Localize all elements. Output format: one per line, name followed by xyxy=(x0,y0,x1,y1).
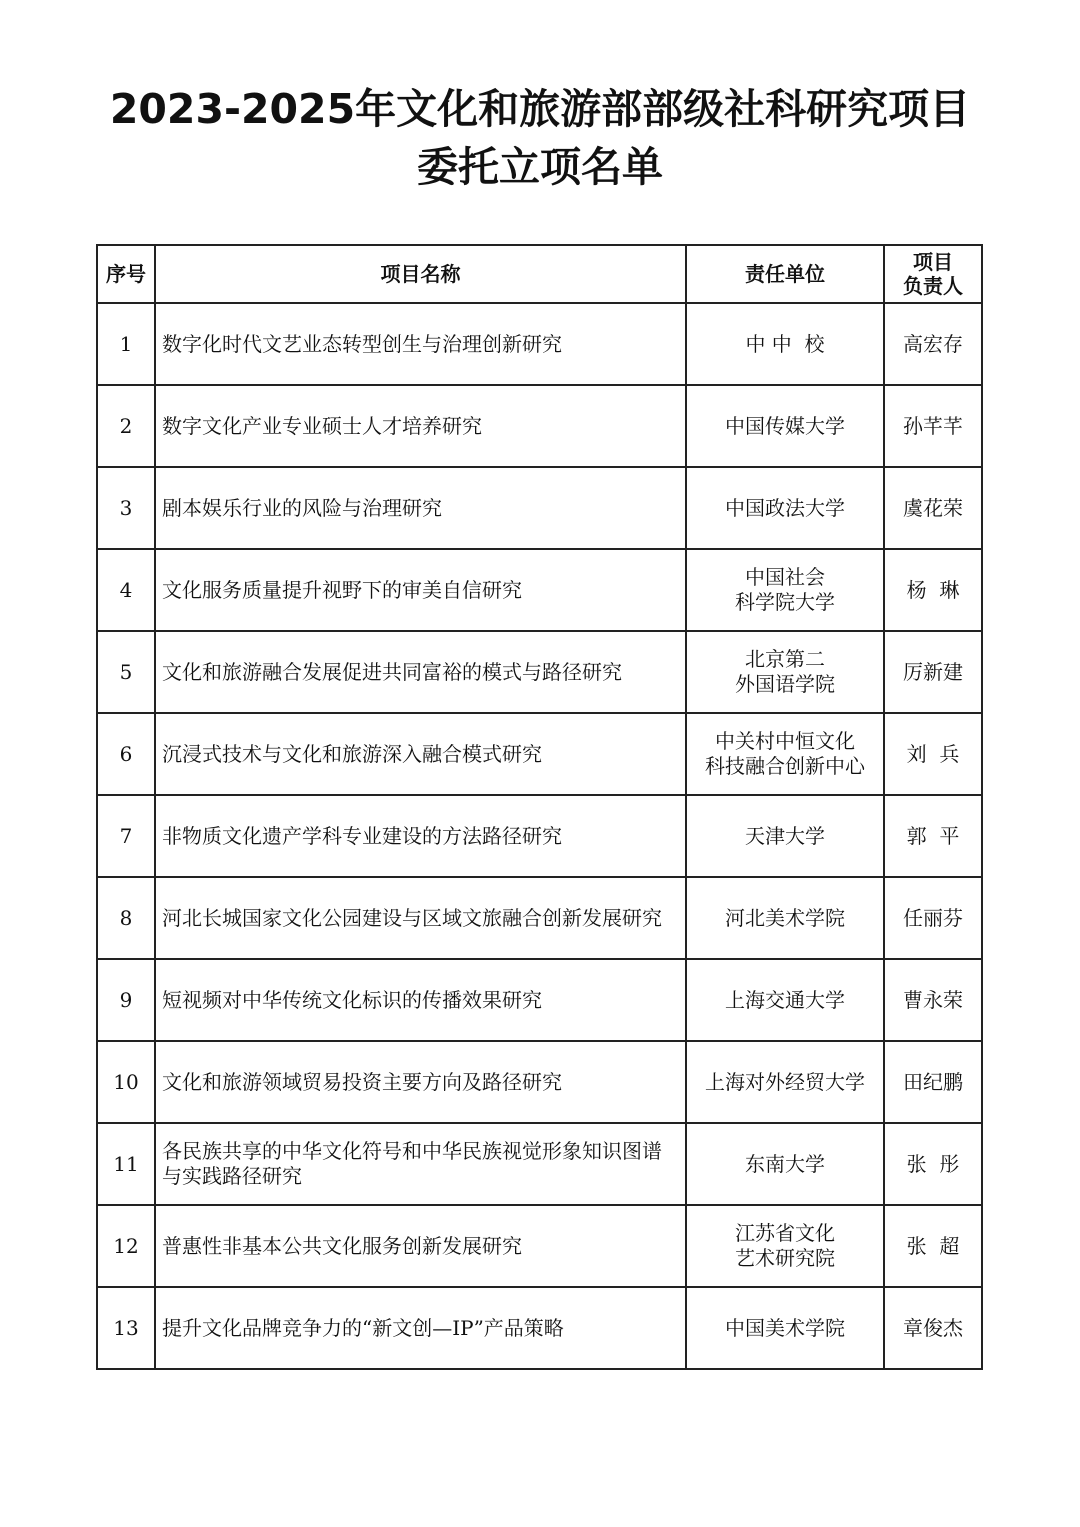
project-name: 文化服务质量提升视野下的审美自信研究 xyxy=(155,549,686,631)
table-row xyxy=(97,1123,982,1205)
row-number: 4 xyxy=(97,549,155,631)
responsible-unit-line: 中国美术学院 xyxy=(725,1315,845,1340)
project-name: 非物质文化遗产学科专业建设的方法路径研究 xyxy=(155,795,686,877)
project-name: 沉浸式技术与文化和旅游深入融合模式研究 xyxy=(155,713,686,795)
responsible-unit-line: 中国政法大学 xyxy=(725,495,845,520)
table-body xyxy=(97,303,982,1369)
project-table xyxy=(96,244,983,1370)
table-row xyxy=(97,795,982,877)
project-name: 文化和旅游融合发展促进共同富裕的模式与路径研究 xyxy=(155,631,686,713)
project-lead: 杨 琳 xyxy=(884,549,982,631)
project-name: 文化和旅游领域贸易投资主要方向及路径研究 xyxy=(155,1041,686,1123)
row-number: 6 xyxy=(97,713,155,795)
responsible-unit xyxy=(686,877,884,959)
table-row xyxy=(97,713,982,795)
project-lead: 虞花荣 xyxy=(884,467,982,549)
table-row xyxy=(97,549,982,631)
table-row xyxy=(97,1205,982,1287)
responsible-unit xyxy=(686,1041,884,1123)
project-lead: 刘 兵 xyxy=(884,713,982,795)
row-number: 3 xyxy=(97,467,155,549)
responsible-unit-line: 中 中 校 xyxy=(745,331,825,356)
project-lead: 高宏存 xyxy=(884,303,982,385)
project-name: 各民族共享的中华文化符号和中华民族视觉形象知识图谱与实践路径研究 xyxy=(155,1123,686,1205)
project-lead: 曹永荣 xyxy=(884,959,982,1041)
table-row xyxy=(97,467,982,549)
responsible-unit-line: 东南大学 xyxy=(745,1151,825,1176)
row-number: 1 xyxy=(97,303,155,385)
table-row xyxy=(97,631,982,713)
header-project-lead-line1: 项目 xyxy=(913,250,953,274)
row-number: 13 xyxy=(97,1287,155,1369)
row-number: 7 xyxy=(97,795,155,877)
row-number: 2 xyxy=(97,385,155,467)
responsible-unit-line: 江苏省文化 xyxy=(735,1221,835,1245)
table-row xyxy=(97,959,982,1041)
project-lead: 章俊杰 xyxy=(884,1287,982,1369)
table-row xyxy=(97,1287,982,1369)
project-lead: 张 超 xyxy=(884,1205,982,1287)
project-lead: 厉新建 xyxy=(884,631,982,713)
responsible-unit-line: 中关村中恒文化 xyxy=(715,729,855,753)
header-project-lead-line2: 负责人 xyxy=(903,274,963,298)
responsible-unit-line: 科学院大学 xyxy=(735,590,835,614)
header-project-name: 项目名称 xyxy=(155,245,686,303)
responsible-unit-line: 外国语学院 xyxy=(735,672,835,696)
title-line-1: 2023-2025年文化和旅游部部级社科研究项目 xyxy=(109,85,971,133)
project-lead: 郭 平 xyxy=(884,795,982,877)
responsible-unit-line: 北京第二 xyxy=(745,647,825,671)
project-lead: 田纪鹏 xyxy=(884,1041,982,1123)
responsible-unit xyxy=(686,1287,884,1369)
page-title xyxy=(0,80,1080,196)
row-number: 11 xyxy=(97,1123,155,1205)
table-row xyxy=(97,303,982,385)
project-name: 短视频对中华传统文化标识的传播效果研究 xyxy=(155,959,686,1041)
responsible-unit-line: 中国社会 xyxy=(745,565,825,589)
responsible-unit-line: 上海对外经贸大学 xyxy=(705,1069,865,1094)
project-name: 河北长城国家文化公园建设与区域文旅融合创新发展研究 xyxy=(155,877,686,959)
project-name: 剧本娱乐行业的风险与治理研究 xyxy=(155,467,686,549)
project-name: 数字化时代文艺业态转型创生与治理创新研究 xyxy=(155,303,686,385)
header-responsible-unit: 责任单位 xyxy=(686,245,884,303)
table-row xyxy=(97,1041,982,1123)
project-lead: 任丽芬 xyxy=(884,877,982,959)
responsible-unit xyxy=(686,1205,884,1287)
responsible-unit xyxy=(686,631,884,713)
responsible-unit xyxy=(686,303,884,385)
responsible-unit-line: 河北美术学院 xyxy=(725,905,845,930)
project-lead: 孙芊芊 xyxy=(884,385,982,467)
responsible-unit xyxy=(686,959,884,1041)
project-lead: 张 彤 xyxy=(884,1123,982,1205)
header-project-lead xyxy=(884,245,982,303)
table-row xyxy=(97,385,982,467)
table-header-row xyxy=(97,245,982,303)
project-name: 数字文化产业专业硕士人才培养研究 xyxy=(155,385,686,467)
responsible-unit-line: 上海交通大学 xyxy=(725,987,845,1012)
table-row xyxy=(97,877,982,959)
row-number: 10 xyxy=(97,1041,155,1123)
responsible-unit-line: 艺术研究院 xyxy=(735,1246,835,1270)
responsible-unit-line: 中国传媒大学 xyxy=(725,413,845,438)
row-number: 12 xyxy=(97,1205,155,1287)
header-no: 序号 xyxy=(97,245,155,303)
responsible-unit xyxy=(686,1123,884,1205)
row-number: 5 xyxy=(97,631,155,713)
row-number: 8 xyxy=(97,877,155,959)
responsible-unit xyxy=(686,385,884,467)
responsible-unit xyxy=(686,795,884,877)
project-name: 提升文化品牌竞争力的“新文创—IP”产品策略 xyxy=(155,1287,686,1369)
responsible-unit-line: 科技融合创新中心 xyxy=(705,754,865,778)
responsible-unit xyxy=(686,713,884,795)
responsible-unit xyxy=(686,467,884,549)
responsible-unit xyxy=(686,549,884,631)
responsible-unit-line: 天津大学 xyxy=(745,823,825,848)
title-line-2: 委托立项名单 xyxy=(417,143,663,191)
project-name: 普惠性非基本公共文化服务创新发展研究 xyxy=(155,1205,686,1287)
row-number: 9 xyxy=(97,959,155,1041)
